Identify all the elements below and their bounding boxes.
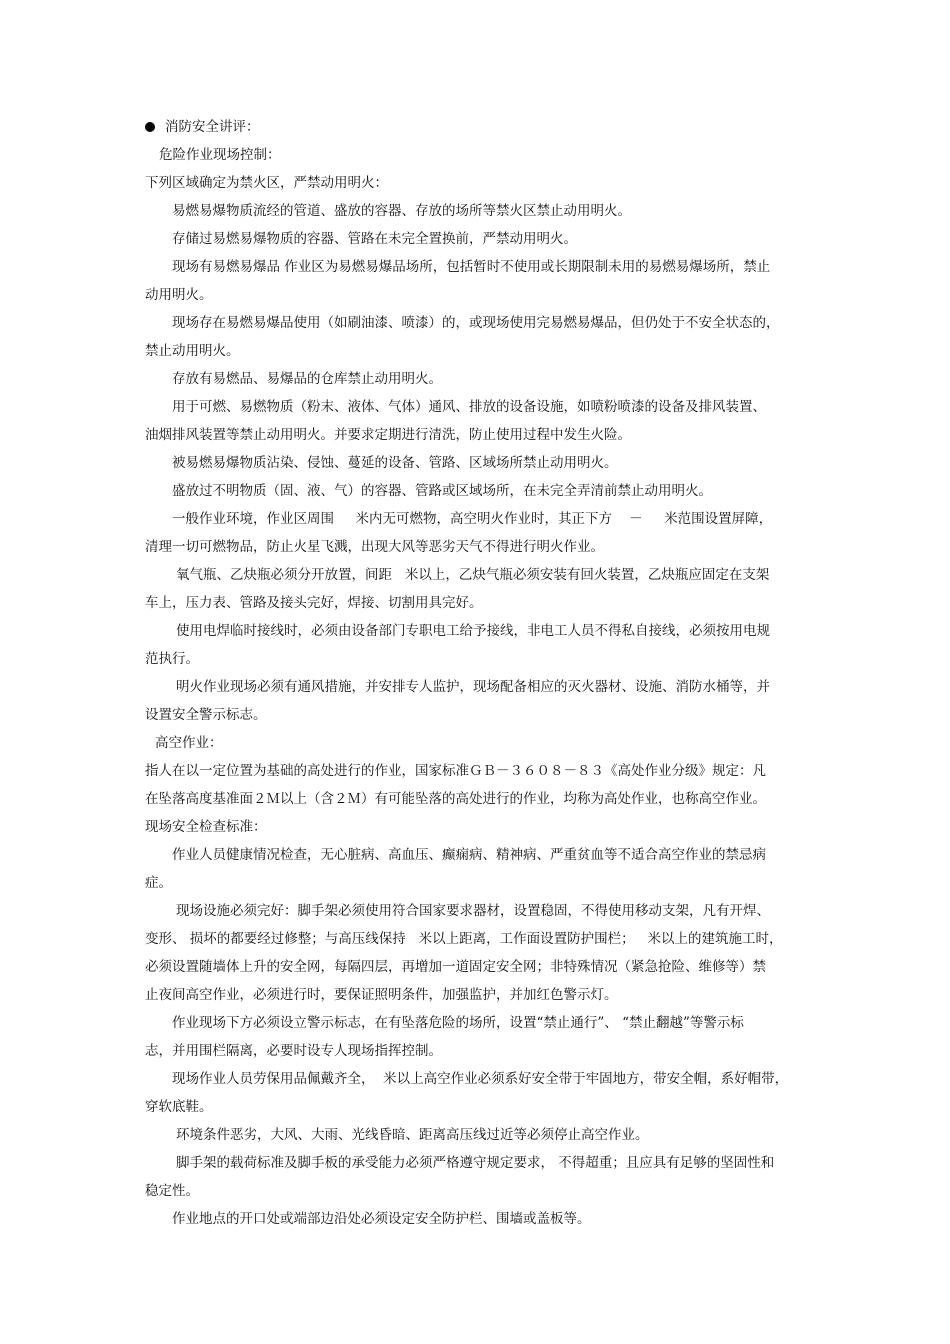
fire-item-7: 被易燃易爆物质沾染、侵蚀、蔓延的设备、管路、区域场所禁止动用明火。 — [172, 455, 618, 471]
fire-item-6-line1: 用于可燃、易燃物质（粉末、液体、气体）通风、排放的设备设施，如喷粉喷漆的设备及排风装置、 — [172, 399, 766, 415]
height-item-1-line1: 作业人员健康情况检查，无心脏病、高血压、癫痫病、精神病、严重贫血等不适合高空作业的禁忌病 — [172, 847, 766, 863]
height-item-2-line2: 变形、 损坏的都要经过修整；与高压线保持 米以上距离，工作面设置防护围栏； 米以上的建筑施工时， — [145, 931, 783, 947]
fire-item-10-line2: 车上，压力表、管路及接头完好，焊接、切割用具完好。 — [145, 595, 483, 611]
height-item-2-line4: 止夜间高空作业，必须进行时，要保证照明条件，加强监护，并加红色警示灯。 — [145, 987, 618, 1003]
height-item-1-line2: 症。 — [145, 875, 172, 891]
fire-item-3-line2: 动用明火。 — [145, 287, 213, 303]
section-title-fire: 危险作业现场控制： — [159, 147, 281, 163]
height-standard-title: 现场安全检查标准： — [145, 819, 267, 835]
fire-item-6-line2: 油烟排风装置等禁止动用明火。并要求定期进行清洗，防止使用过程中发生火险。 — [145, 427, 631, 443]
height-definition-line1: 指人在以一定位置为基础的高处进行的作业，国家标准ＧＢ－３６０８－８３《高处作业分级》规定：凡 — [145, 763, 766, 779]
height-item-3-line1: 作业现场下方必须设立警示标志，在有坠落危险的场所，设置“禁止通行”、 “禁止翻越”等警示标 — [172, 1015, 744, 1031]
bullet-heading: 消防安全讲评： — [165, 119, 260, 135]
height-item-6-line1: 脚手架的载荷标准及脚手板的承受能力必须严格遵守规定要求， 不得超重；且应具有足够的坚固性和 — [176, 1155, 775, 1171]
height-item-6-line2: 稳定性。 — [145, 1183, 199, 1199]
height-item-5: 环境条件恶劣，大风、大雨、光线昏暗、距离高压线过近等必须停止高空作业。 — [176, 1127, 649, 1143]
fire-item-11-line2: 范执行。 — [145, 651, 199, 667]
bullet-heading-line — [145, 117, 260, 137]
fire-item-2: 存储过易燃易爆物质的容器、管路在未完全置换前，严禁动用明火。 — [172, 231, 577, 247]
fire-item-9-line1: 一般作业环境，作业区周围 米内无可燃物，高空明火作业时，其正下方 － 米范围设置屏障， — [172, 511, 773, 527]
height-item-4-line2: 穿软底鞋。 — [145, 1099, 213, 1115]
fire-item-1: 易燃易爆物质流经的管道、盛放的容器、存放的场所等禁火区禁止动用明火。 — [172, 203, 631, 219]
height-item-2-line3: 必须设置随墙体上升的安全网，每隔四层，再增加一道固定安全网；非特殊情况（紧急抢险、维修等）禁 — [145, 959, 766, 975]
fire-item-3-line1: 现场有易燃易爆品 作业区为易燃易爆品场所，包括暂时不使用或长期限制未用的易燃易爆场所，禁止 — [172, 259, 771, 275]
fire-item-4-line1: 现场存在易燃易爆品使用（如刷油漆、喷漆）的，或现场使用完易燃易爆品，但仍处于不安全状态的， — [172, 315, 780, 331]
height-item-4-line1: 现场作业人员劳保用品佩戴齐全， 米以上高空作业必须系好安全带于牢固地方，带安全帽，系好帽带， — [172, 1071, 789, 1087]
fire-item-10-line1: 氧气瓶、乙炔瓶必须分开放置，间距 米以上，乙炔气瓶必须安装有回火装置，乙炔瓶应固定在支架 — [176, 567, 770, 583]
fire-item-9-line2: 清理一切可燃物品，防止火星飞溅，出现大风等恶劣天气不得进行明火作业。 — [145, 539, 604, 555]
fire-item-12-line1: 明火作业现场必须有通风措施，并安排专人监护，现场配备相应的灭火器材、设施、消防水桶等，并 — [176, 679, 770, 695]
fire-item-8: 盛放过不明物质（固、液、气）的容器、管路或区域场所，在未完全弄清前禁止动用明火。 — [172, 483, 712, 499]
fire-item-5: 存放有易燃品、易爆品的仓库禁止动用明火。 — [172, 371, 442, 387]
fire-item-4-line2: 禁止动用明火。 — [145, 343, 240, 359]
fire-item-12-line2: 设置安全警示标志。 — [145, 707, 267, 723]
fire-item-11-line1: 使用电焊临时接线时，必须由设备部门专职电工给予接线，非电工人员不得私自接线，必须按用电规 — [176, 623, 770, 639]
fire-intro: 下列区域确定为禁火区，严禁动用明火： — [145, 175, 388, 191]
bullet-icon — [145, 122, 155, 132]
height-item-2-line1: 现场设施必须完好：脚手架必须使用符合国家要求器材，设置稳固，不得使用移动支架，凡有开焊、 — [176, 903, 770, 919]
height-item-7: 作业地点的开口处或端部边沿处必须设定安全防护栏、围墙或盖板等。 — [172, 1211, 591, 1227]
height-item-3-line2: 志，并用围栏隔离，必要时设专人现场指挥控制。 — [145, 1043, 442, 1059]
height-definition-line2: 在坠落高度基准面２Ｍ以上（含２Ｍ）有可能坠落的高处进行的作业，均称为高处作业，也称高空作业。 — [145, 791, 766, 807]
section-title-height: 高空作业： — [155, 735, 223, 751]
